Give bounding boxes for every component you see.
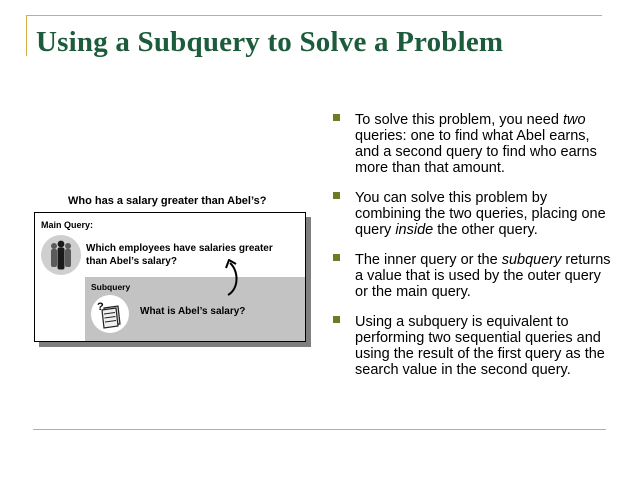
bullet-text: The inner query or the [355, 252, 502, 268]
main-query-text: Which employees have salaries greater than Abel’s salary? [86, 243, 273, 267]
subquery-label: Subquery [91, 282, 131, 292]
bullet-list [330, 112, 615, 378]
bullet-text: Using a subquery is equivalent to performing two sequential queries and using the result of the first query as the search value in the second query. [355, 314, 605, 378]
subquery-text: What is Abel’s salary? [140, 306, 246, 317]
square-bullet-icon [333, 114, 340, 121]
slide-title: Using a Subquery to Solve a Problem [36, 26, 504, 58]
bullet-item [330, 190, 615, 238]
bullet-text: You can solve this problem by combining the two queries, placing one query [355, 190, 606, 238]
left-accent-line [26, 15, 27, 56]
bullet-text: returns a value that is used by the outer query or the main query. [355, 252, 611, 300]
main-query-box [34, 212, 306, 342]
bottom-rule [33, 429, 606, 430]
question-mark: ? [97, 301, 104, 313]
bullet-item [330, 252, 615, 300]
bullet-item [330, 314, 615, 378]
bullet-text: inside [395, 222, 434, 238]
bullet-text: the other query. [433, 222, 538, 238]
subquery-box [85, 277, 305, 341]
main-query-label: Main Query: [41, 220, 94, 230]
bullet-text: To solve this problem, you need [355, 112, 563, 128]
curved-arrow-icon [225, 259, 247, 297]
bullet-item [330, 112, 615, 176]
square-bullet-icon [333, 192, 340, 199]
people-icon [41, 235, 81, 275]
question-papers-icon [91, 295, 129, 333]
bullet-text: subquery [501, 252, 562, 268]
square-bullet-icon [333, 254, 340, 261]
bullet-text: two [562, 112, 586, 128]
figure-caption: Who has a salary greater than Abel’s? [68, 195, 267, 207]
bullet-text: queries: one to find what Abel earns, and a second query to find who earns more than that amount. [355, 128, 597, 176]
top-rule [26, 15, 602, 16]
square-bullet-icon [333, 316, 340, 323]
